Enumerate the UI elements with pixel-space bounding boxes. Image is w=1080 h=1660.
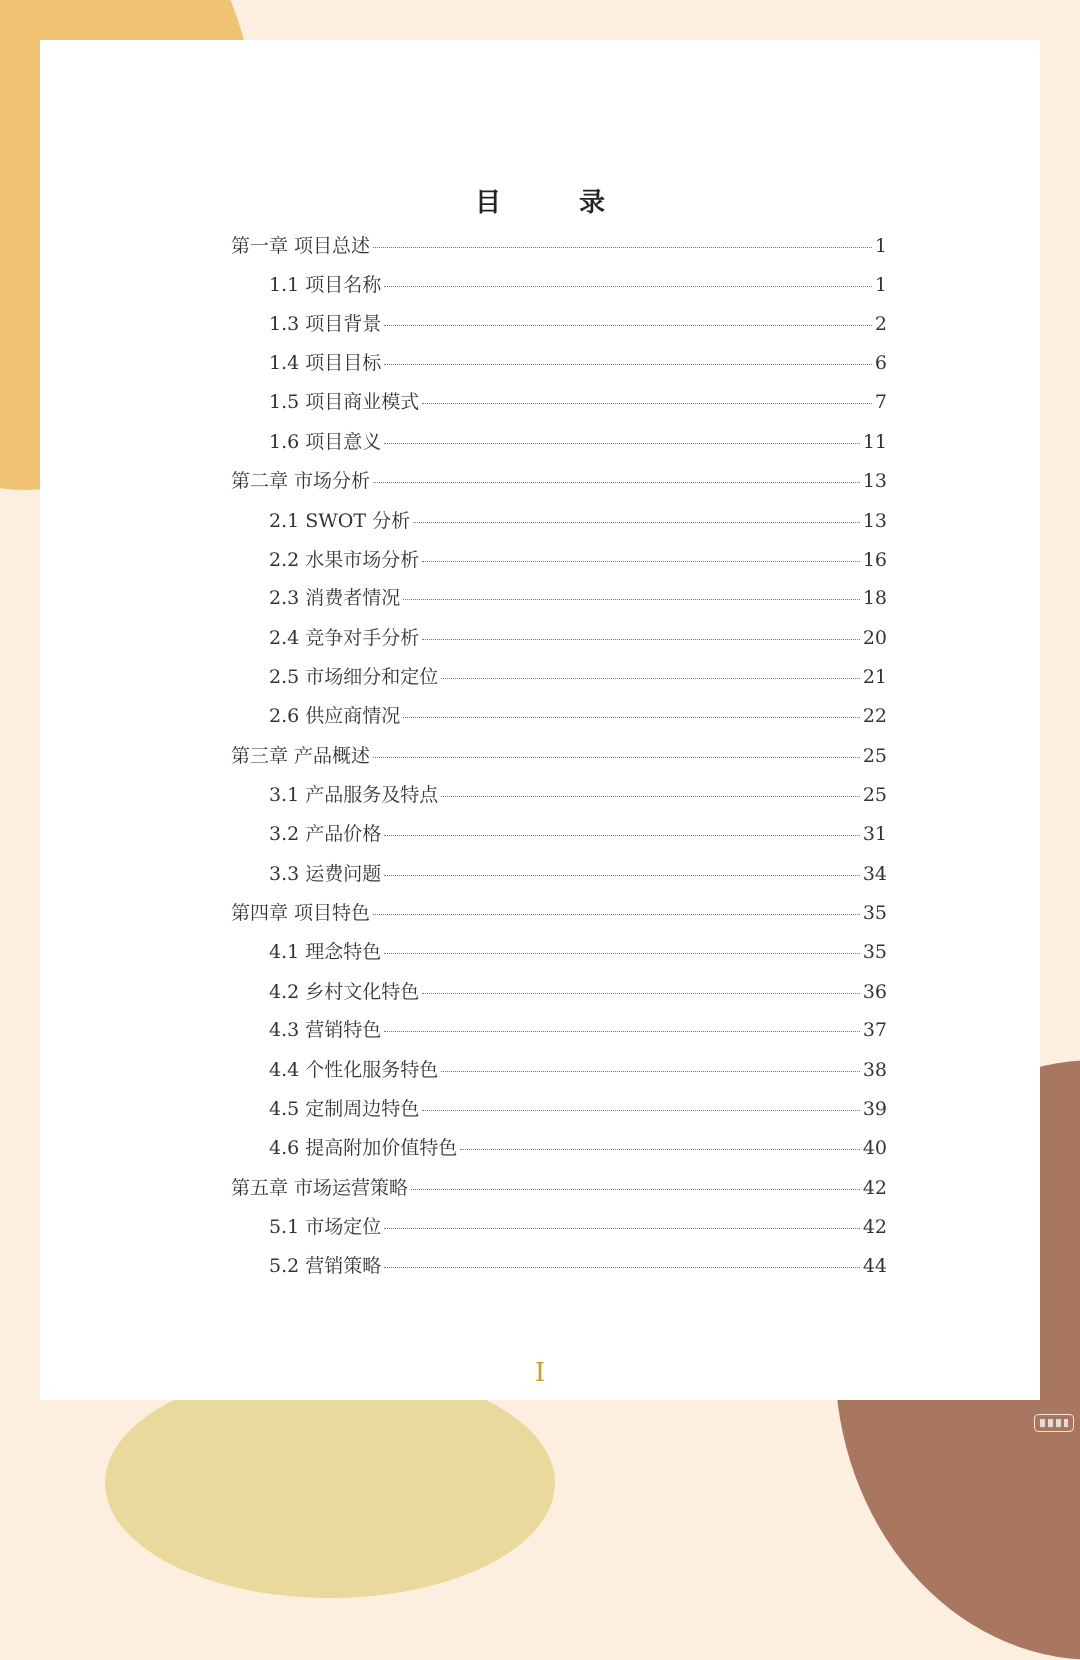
toc-chapter-5[interactable] — [231, 1176, 887, 1200]
toc-leader-dots — [422, 561, 860, 562]
toc-leader-dots — [384, 1267, 860, 1268]
toc-section-4-1[interactable] — [269, 940, 887, 964]
toc-section-5-2[interactable] — [269, 1254, 887, 1278]
toc-leader-dots — [384, 1228, 860, 1229]
toc-label: 4.4 个性化服务特色 — [269, 1059, 439, 1081]
toc-leader-dots — [413, 522, 860, 523]
toc-page-number: 6 — [874, 352, 887, 374]
toc-label: 4.1 理念特色 — [269, 941, 382, 963]
toc-section-4-5[interactable] — [269, 1097, 887, 1121]
toc-label: 2.5 市场细分和定位 — [269, 666, 439, 688]
toc-section-2-4[interactable] — [269, 626, 887, 650]
toc-leader-dots — [441, 1071, 860, 1072]
toc-section-2-2[interactable] — [269, 548, 887, 572]
toc-label: 4.3 营销特色 — [269, 1019, 382, 1041]
toc-page-number: 38 — [862, 1059, 887, 1081]
toc-chapter-1[interactable] — [231, 234, 887, 258]
toc-label: 3.2 产品价格 — [269, 823, 382, 845]
document-page — [40, 40, 1040, 1400]
toc-label: 2.4 竞争对手分析 — [269, 627, 420, 649]
toc-leader-dots — [384, 875, 860, 876]
toc-leader-dots — [384, 364, 872, 365]
toc-section-3-3[interactable] — [269, 862, 887, 886]
toc-label: 1.4 项目目标 — [269, 352, 382, 374]
toc-leader-dots — [411, 1189, 860, 1190]
toc-page-number: 35 — [862, 941, 887, 963]
toc-section-4-4[interactable] — [269, 1058, 887, 1082]
toc-page-number: 22 — [862, 705, 887, 727]
toc-leader-dots — [373, 757, 860, 758]
toc-leader-dots — [422, 993, 860, 994]
toc-page-number: 21 — [862, 666, 887, 688]
watermark-logo — [1034, 1414, 1074, 1432]
toc-section-4-2[interactable] — [269, 980, 887, 1004]
toc-chapter-3[interactable] — [231, 744, 887, 768]
toc-label: 第二章 市场分析 — [231, 470, 371, 492]
toc-page-number: 35 — [862, 902, 887, 924]
toc-label: 1.1 项目名称 — [269, 274, 382, 296]
toc-label: 4.6 提高附加价值特色 — [269, 1137, 458, 1159]
toc-section-2-6[interactable] — [269, 704, 887, 728]
toc-leader-dots — [422, 403, 872, 404]
toc-page-number: 25 — [862, 784, 887, 806]
toc-page-number: 2 — [874, 313, 887, 335]
toc-label: 5.1 市场定位 — [269, 1216, 382, 1238]
toc-page-number: 13 — [862, 470, 887, 492]
toc-leader-dots — [403, 717, 860, 718]
toc-label: 1.6 项目意义 — [269, 431, 382, 453]
toc-page-number: 36 — [862, 981, 887, 1003]
toc-section-2-5[interactable] — [269, 665, 887, 689]
toc-page-number: 16 — [862, 549, 887, 571]
toc-leader-dots — [422, 1110, 860, 1111]
toc-leader-dots — [384, 325, 872, 326]
toc-page-number: 13 — [862, 510, 887, 532]
toc-page-number: 7 — [874, 391, 887, 413]
toc-label: 1.3 项目背景 — [269, 313, 382, 335]
toc-title: 目 录 — [474, 188, 631, 218]
toc-section-2-3[interactable] — [269, 586, 887, 610]
toc-label: 第四章 项目特色 — [231, 902, 371, 924]
toc-leader-dots — [384, 835, 860, 836]
toc-section-1-6[interactable] — [269, 430, 887, 454]
toc-page-number: 40 — [862, 1137, 887, 1159]
toc-chapter-2[interactable] — [231, 469, 887, 493]
toc-label: 2.2 水果市场分析 — [269, 549, 420, 571]
toc-page-number: 20 — [862, 627, 887, 649]
toc-label: 2.6 供应商情况 — [269, 705, 401, 727]
toc-label: 1.5 项目商业模式 — [269, 391, 420, 413]
toc-label: 5.2 营销策略 — [269, 1255, 382, 1277]
toc-leader-dots — [373, 482, 860, 483]
toc-label: 2.1 SWOT 分析 — [269, 510, 411, 532]
toc-section-4-6[interactable] — [269, 1136, 887, 1160]
toc-section-4-3[interactable] — [269, 1018, 887, 1042]
toc-page-number: 44 — [862, 1255, 887, 1277]
toc-page-number: 25 — [862, 745, 887, 767]
toc-section-1-1[interactable] — [269, 273, 887, 297]
toc-leader-dots — [373, 914, 860, 915]
toc-label: 4.5 定制周边特色 — [269, 1098, 420, 1120]
toc-leader-dots — [384, 286, 872, 287]
toc-label: 4.2 乡村文化特色 — [269, 981, 420, 1003]
toc-leader-dots — [460, 1149, 860, 1150]
toc-section-2-1[interactable] — [269, 509, 887, 533]
toc-section-3-2[interactable] — [269, 822, 887, 846]
toc-page-number: 37 — [862, 1019, 887, 1041]
toc-leader-dots — [422, 639, 860, 640]
toc-page-number: 11 — [862, 431, 887, 453]
toc-leader-dots — [384, 953, 860, 954]
toc-page-number: 1 — [874, 235, 887, 257]
toc-label: 第三章 产品概述 — [231, 745, 371, 767]
toc-label: 3.1 产品服务及特点 — [269, 784, 439, 806]
toc-page-number: 1 — [874, 274, 887, 296]
toc-leader-dots — [403, 599, 860, 600]
toc-page-number: 42 — [862, 1177, 887, 1199]
page-number-roman: I — [534, 1358, 546, 1388]
toc-section-1-5[interactable] — [269, 390, 887, 414]
toc-label: 3.3 运费问题 — [269, 863, 382, 885]
toc-page-number: 34 — [862, 863, 887, 885]
toc-leader-dots — [384, 1031, 860, 1032]
toc-leader-dots — [384, 443, 860, 444]
toc-section-1-4[interactable] — [269, 351, 887, 375]
toc-section-5-1[interactable] — [269, 1215, 887, 1239]
toc-label: 第一章 项目总述 — [231, 235, 371, 257]
toc-page-number: 42 — [862, 1216, 887, 1238]
toc-label: 2.3 消费者情况 — [269, 587, 401, 609]
toc-leader-dots — [441, 678, 860, 679]
toc-section-3-1[interactable] — [269, 783, 887, 807]
toc-page-number: 39 — [862, 1098, 887, 1120]
toc-chapter-4[interactable] — [231, 901, 887, 925]
toc-leader-dots — [373, 247, 872, 248]
toc-section-1-3[interactable] — [269, 312, 887, 336]
toc-page-number: 31 — [862, 823, 887, 845]
toc-leader-dots — [441, 796, 860, 797]
decorative-blob-bottom-left — [105, 1368, 555, 1598]
toc-page-number: 18 — [862, 587, 887, 609]
toc-label: 第五章 市场运营策略 — [231, 1177, 409, 1199]
